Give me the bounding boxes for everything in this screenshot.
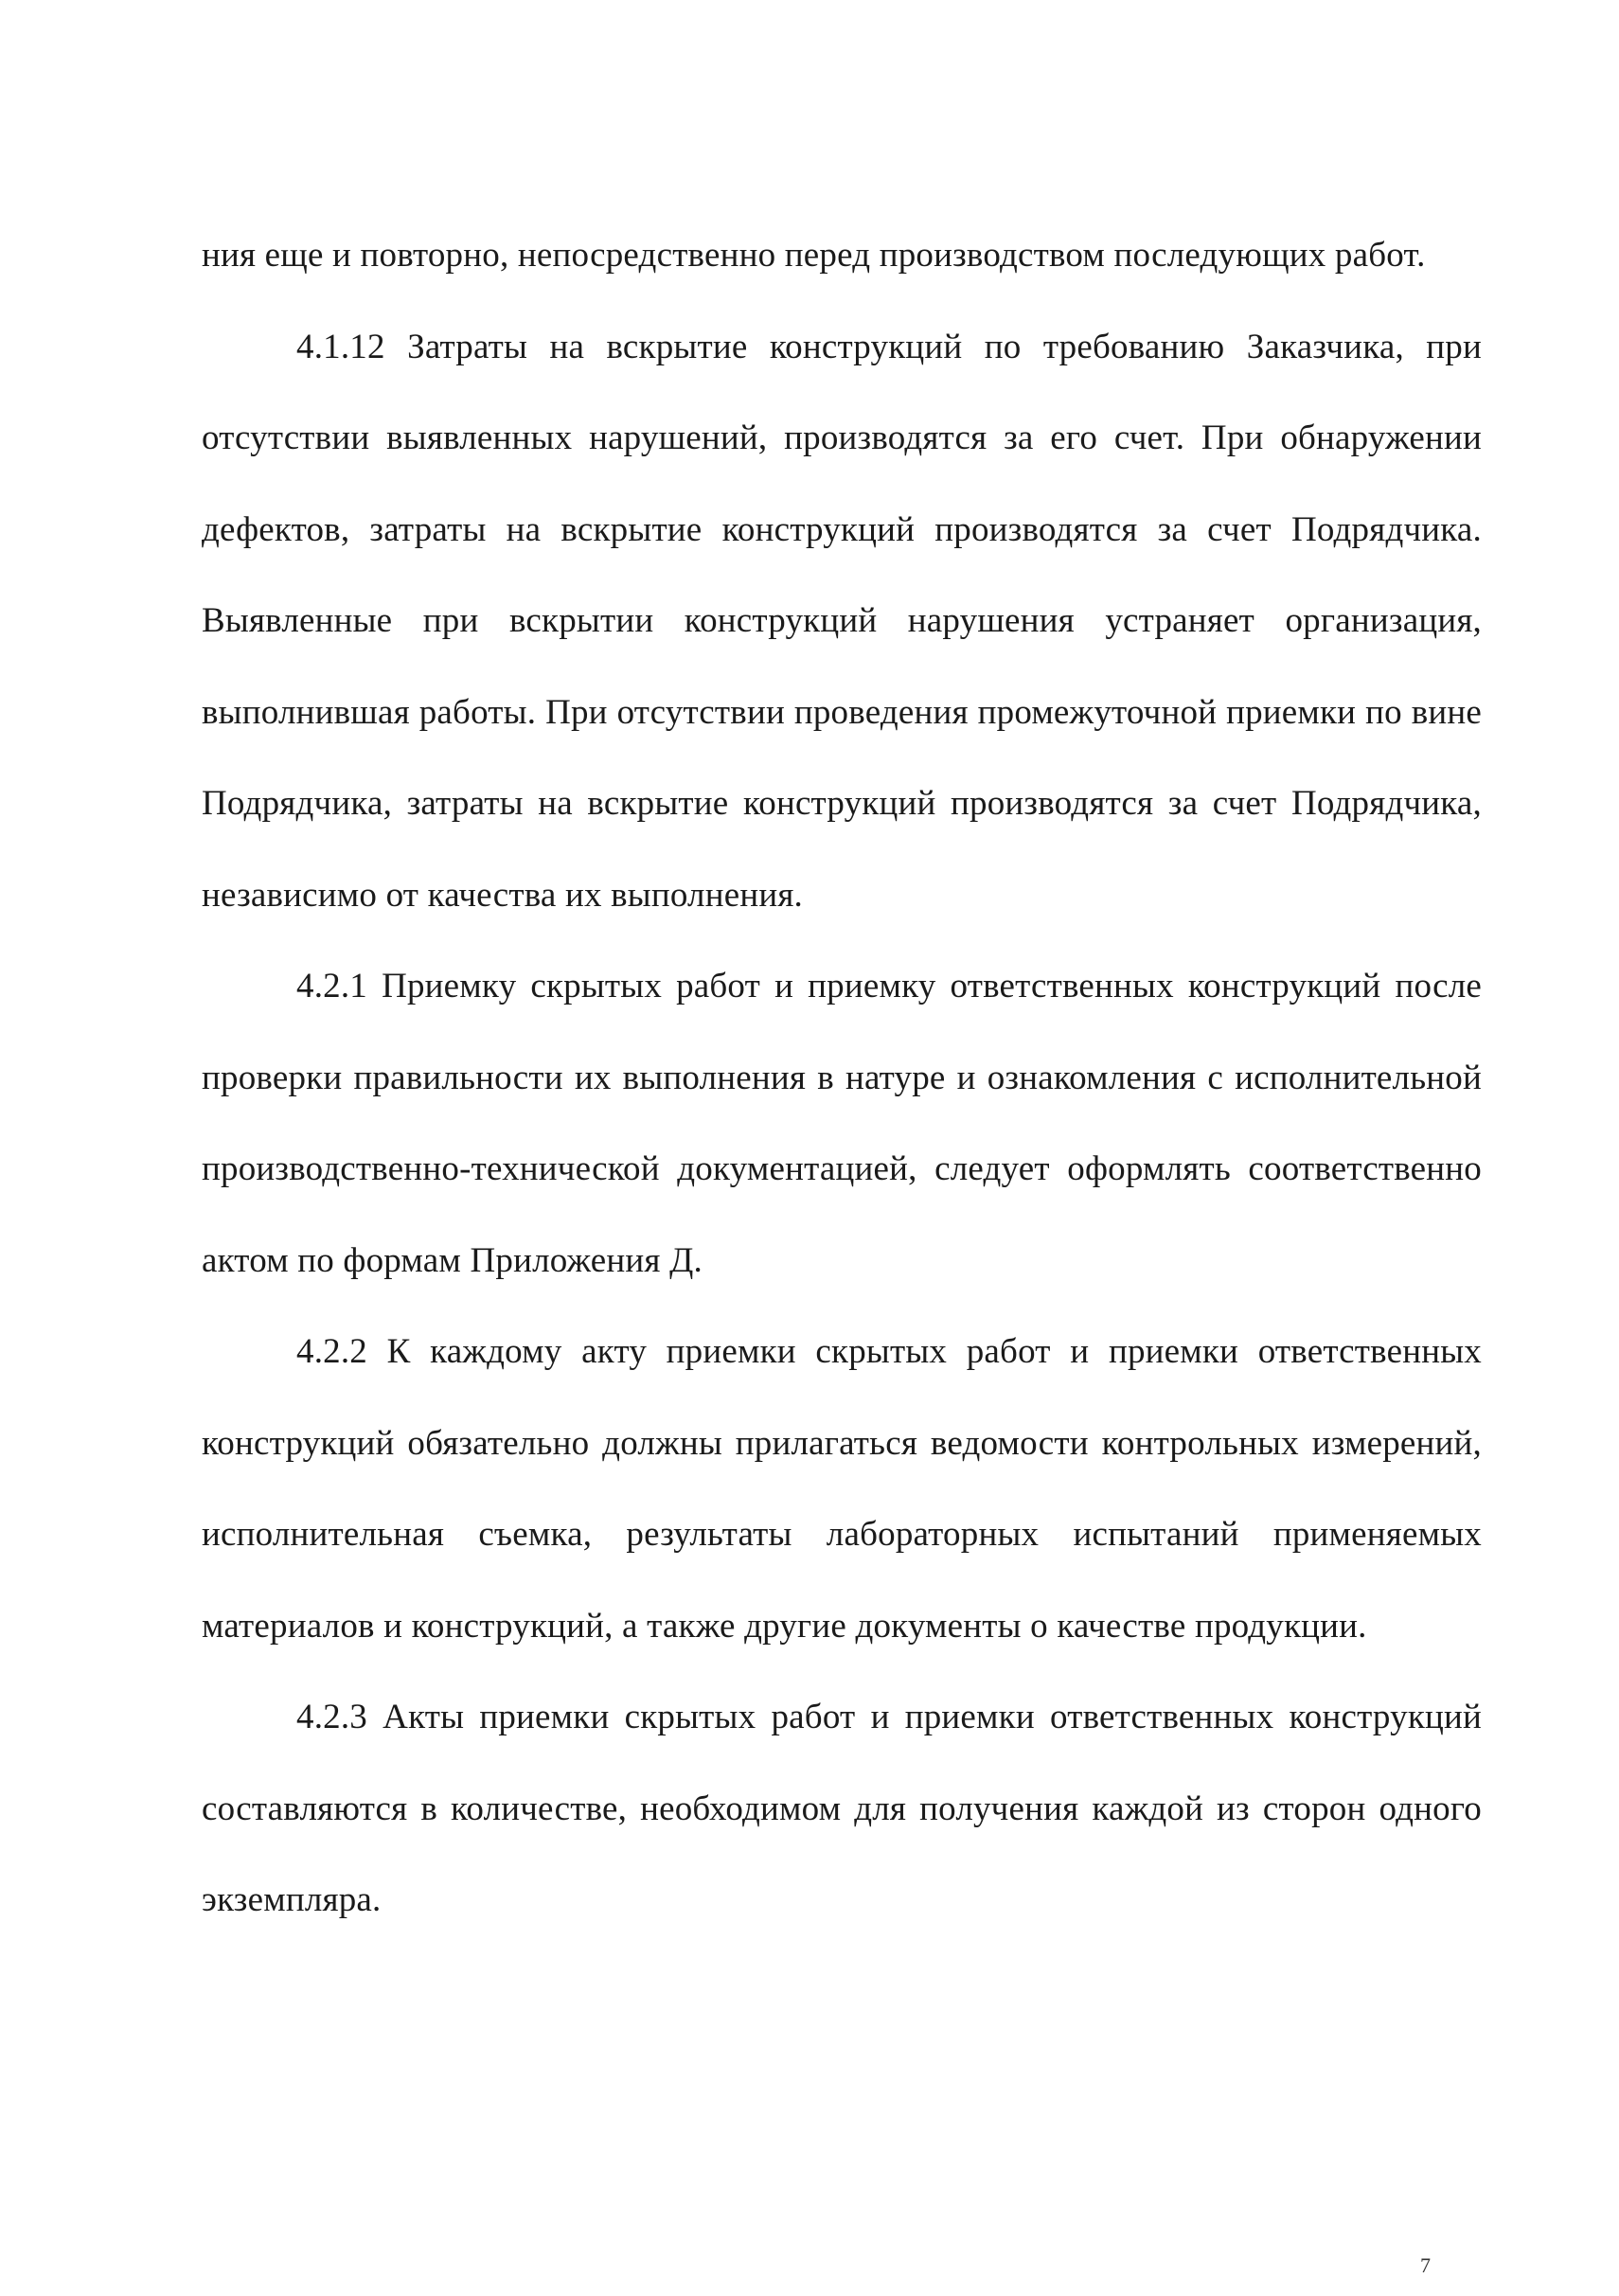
paragraph-4-2-2: 4.2.2 К каждому акту приемки скрытых работ и приемки ответственных конструкций обязательно должны прилагаться ведомости контрольных измерений, исполнительная съемка, результаты лабораторных испытаний применяемых материалов и конструкций, а также другие документы о качестве продукции. [202,1332,1482,1646]
paragraph-4-2-3: 4.2.3 Акты приемки скрытых работ и приемки ответственных конструкций составляются в количестве, необходимом для получения каждой из сторон одного экземпляра. [202,1698,1482,1919]
document-body [202,210,1482,1947]
paragraph-4-1-12: 4.1.12 Затраты на вскрытие конструкций по требованию Заказчика, при отсутствии выявленных нарушений, производятся за его счет. При обнаружении дефектов, затраты на вскрытие конструкций производятся за счет Подрядчика. Выявленные при вскрытии конструкций нарушения устраняет организация, выполнившая работы. При отсутствии проведения промежуточной приемки по вине Подрядчика, затраты на вскрытие конструкций производятся за счет Подрядчика, независимо от качества их выполнения. [202,327,1482,915]
page-number: 7 [1420,2253,1431,2277]
paragraph-continuation: ния еще и повторно, непосредственно перед производством последующих работ. [202,236,1426,275]
paragraph-4-2-1: 4.2.1 Приемку скрытых работ и приемку ответственных конструкций после проверки правильности их выполнения в натуре и ознакомления с исполнительной производственно-технической документацией, следует оформлять соответственно актом по формам Приложения Д. [202,967,1482,1280]
